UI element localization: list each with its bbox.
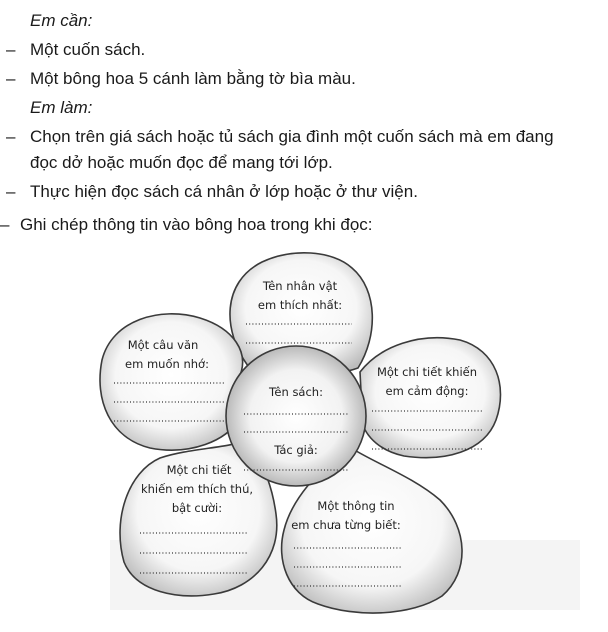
center-line-1: Tên sách: bbox=[269, 385, 323, 399]
right-petal-line-2: em cảm động: bbox=[385, 384, 469, 398]
center-line-2: Tác giả: bbox=[274, 443, 318, 457]
dash: – bbox=[6, 40, 16, 59]
do-heading: Em làm: bbox=[30, 98, 93, 117]
bottom-left-petal-line-2: khiến em thích thú, bbox=[140, 482, 254, 496]
dash: – bbox=[0, 215, 10, 234]
bottom-left-petal-line-3: bật cười: bbox=[171, 501, 223, 515]
left-petal-line-1: Một câu văn bbox=[127, 338, 199, 352]
dash: – bbox=[6, 127, 16, 146]
need-item-1-text: Một cuốn sách. bbox=[30, 40, 146, 59]
bottom-right-petal-line-2: em chưa từng biết: bbox=[291, 518, 401, 532]
right-petal-line-1: Một chi tiết khiến bbox=[376, 365, 478, 379]
need-item-2-text: Một bông hoa 5 cánh làm bằng tờ bìa màu. bbox=[30, 69, 356, 88]
dash: – bbox=[6, 182, 16, 201]
left-petal-line-2: em muốn nhớ: bbox=[125, 357, 209, 371]
petal-left bbox=[100, 314, 243, 450]
top-petal-line-2: em thích nhất: bbox=[257, 298, 343, 312]
do-item-1-line-1: Chọn trên giá sách hoặc tủ sách gia đình một cuốn sách mà em đang bbox=[30, 127, 554, 146]
flower-diagram bbox=[0, 240, 608, 632]
dash: – bbox=[6, 69, 16, 88]
do-item-2-text: Thực hiện đọc sách cá nhân ở lớp hoặc ở thư viện. bbox=[30, 182, 418, 201]
flower-center bbox=[226, 346, 366, 486]
do-item-1-line-2: đọc dở hoặc muốn đọc để mang tới lớp. bbox=[30, 153, 333, 172]
do-last-item-text: Ghi chép thông tin vào bông hoa trong khi đọc: bbox=[20, 215, 373, 234]
bottom-left-petal-line-1: Một chi tiết bbox=[166, 463, 232, 477]
top-petal-line-1: Tên nhân vật bbox=[262, 279, 338, 293]
need-heading: Em cần: bbox=[30, 11, 93, 30]
bottom-right-petal-line-1: Một thông tin bbox=[317, 499, 395, 513]
